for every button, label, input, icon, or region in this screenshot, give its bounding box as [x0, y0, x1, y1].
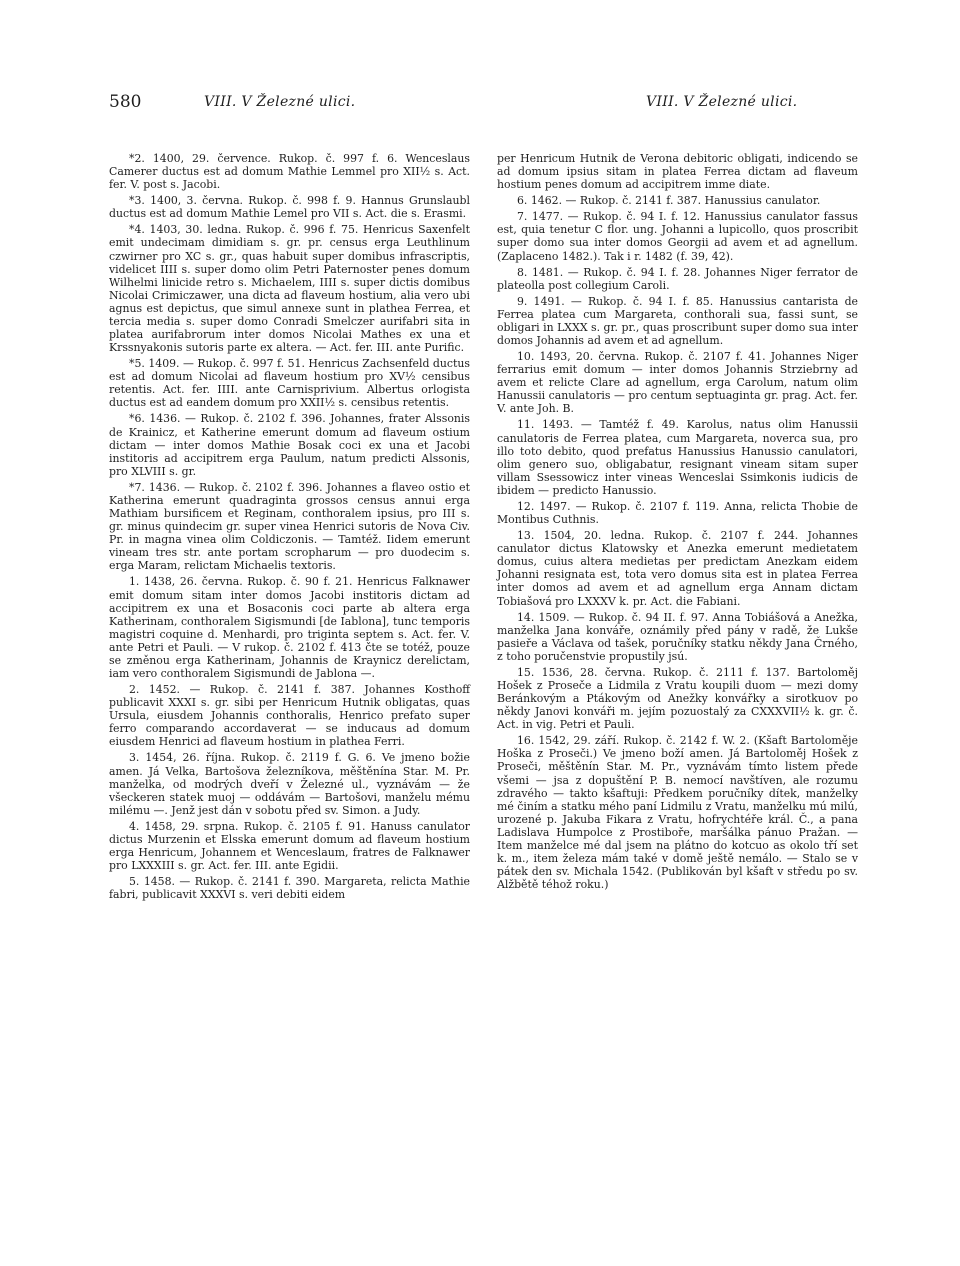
entry-15-1536: 15. 1536, 28. června. Rukop. č. 2111 f. 137. Bartoloměj Hošek z Proseče a Lidmila z Vratu koupili duom — mezi domy Beránkovým a Ptákovým od Anežky konvářky a sirotkuov po někdy Janovi konváři m. jejím pozuostalý za CXXXVII½ k. gr. č. Act. in vig. Petri et Pauli.	[497, 665, 858, 732]
entry-5: *5. 1409. — Rukop. č. 997 f. 51. Henricus Zachsenfeld ductus est ad domum Nicolai ad flaveum hostium pro XV½ censibus retentis. Act. fer. IIII. ante Carnisprivium. Albertus orlogista ductus est ad eandem domum pro XXII½ s. censibus retentis.	[109, 357, 470, 410]
entry-2-1452: 2. 1452. — Rukop. č. 2141 f. 387. Johannes Kosthoff publicavit XXXI s. gr. sibi per Henricum Hutnik obligatas, quas Ursula, eiusdem Johannis conthoralis, Henrico prefato super ferro comparando accordaverat — se inducaus ad domum eiusdem Henrici ad flaveum hostium in plathea Ferri.	[109, 683, 470, 749]
entry-7-1477: 7. 1477. — Rukop. č. 94 I. f. 12. Hanussius canulator fassus est, quia tenetur C flor. ung. Johanni a lupicollo, quos proscribit super domo sua inter domos Georgii ad avem et ad agnellum. (Zaplaceno 1482.). Tak i r. 1482 (f. 39, 42).	[497, 210, 858, 263]
page-header	[0, 88, 960, 118]
running-title-left: VIII. V Železné ulici.	[204, 94, 356, 110]
entry-4: *4. 1403, 30. ledna. Rukop. č. 996 f. 75. Henricus Saxenfelt emit undecimam dimidiam s. gr. pr. census erga Leuthlinum czwirner pro XC s. gr., quas habuit super domibus infrascriptis, videlicet IIII s. super domo olim Petri Paternoster penes domum Wilhelmi linicide retro s. Michaelem, IIII s. super dictis domibus Nicolai Crimiczawer, una dicta ad flaveum hostium, alia vero ubi agnus est depictus, que simul annexe sunt in plathea Ferrea, et tercia media s. super domo Conradi Smelczer aurifabri sita in platea aurifabrorum inter domos Nicolai Mathes ex una et Krssnyakonis sutoris parte ex altera. — Act. fer. III. ante Purific.	[109, 223, 470, 355]
entry-13-1504: 13. 1504, 20. ledna. Rukop. č. 2107 f. 244. Johannes canulator dictus Klatowsky et Anezka emerunt medietatem domus, cuius altera medietas per predictam Anezkam eidem Johanni resignata est, tota vero domus sita est in platea Ferrea inter domos ad avem et ad agnellum erga Annam dictam Tobiašová pro LXXXV k. pr. Act. die Fabiani.	[497, 529, 858, 608]
entry-11-1493: 11. 1493. — Tamtéž f. 49. Karolus, natus olim Hanussii canulatoris de Ferrea platea, cum Margareta, noverca sua, pro illo toto debito, quod prefatus Hanussius Hanussio canulatori, olim genero suo, obligabatur, resignant vineam sitam super villam Ssessowicz inter vineas Wenceslai Ssimkonis iudicis de ibidem — predicto Hanussio.	[497, 418, 858, 497]
entry-4-1458: 4. 1458, 29. srpna. Rukop. č. 2105 f. 91. Hanuss canulator dictus Murzenin et Elsska emerunt domum ad flaveum hostium erga Henricum, Johannem et Wenceslaum, fratres de Falknawer pro LXXXIII s. gr. Act. fer. III. ante Egidii.	[109, 819, 470, 873]
entry-3: *3. 1400, 3. června. Rukop. č. 998 f. 9. Hannus Grunslaubl ductus est ad domum Mathie Lemel pro VII s. Act. die s. Erasmi.	[109, 194, 470, 221]
entry-1-1438: 1. 1438, 26. června. Rukop. č. 90 f. 21. Henricus Falknawer emit domum sitam inter domos Jacobi institoris dictam ad accipitrem ex una et Bosaconis coci parte ab altera erga Katherinam, conthoralem Sigismundi [de Iablona], tunc temporis magistri coquine d. Menhardi, pro triginta septem s. Act. fer. V. ante Petri et Pauli. — V rukop. č. 2102 f. 413 čte se totéž, pouze se změnou erga Katherinam, Johannis de Kraynicz derelictam, iam vero conthoralem Sigismundi de Jablona —.	[109, 575, 470, 680]
entry-8-1481: 8. 1481. — Rukop. č. 94 I. f. 28. Johannes Niger ferrator de plateolla post collegium Caroli.	[497, 265, 858, 292]
entry-2: *2. 1400, 29. července. Rukop. č. 997 f. 6. Wenceslaus Camerer ductus est ad domum Mathie Lemmel pro XII½ s. Act. fer. V. post s. Jacobi.	[109, 152, 470, 192]
entry-7: *7. 1436. — Rukop. č. 2102 f. 396. Johannes a flaveo ostio et Katherina emerunt quadraginta grossos census annui erga Mathiam bursificem et Reginam, conthoralem ipsius, pro III s. gr. minus quindecim gr. super vinea Henrici sutoris de Nova Civ. Pr. in magna vinea olim Coldiczonis. — Tamtéž. Iidem emerunt vineam tres str. ante portam scropharum — pro duodecim s. erga Maram, relictam Michaelis textoris.	[109, 480, 470, 573]
entry-6: *6. 1436. — Rukop. č. 2102 f. 396. Johannes, frater Alssonis de Krainicz, et Katherine emerunt domum ad flaveum ostium dictam — inter domos Mathie Bosak coci ex una et Jacobi institoris ad accipitrem erga Paulum, natum predicti Alssonis, pro XLVIII s. gr.	[109, 412, 470, 478]
entry-5-1458: 5. 1458. — Rukop. č. 2141 f. 390. Margareta, relicta Mathie fabri, publicavit XXXVI s. veri debiti eidem	[109, 875, 470, 902]
entry-16-1542: 16. 1542, 29. září. Rukop. č. 2142 f. W. 2. (Kšaft Bartoloměje Hoška z Proseči.) Ve jmeno boží amen. Já Bartoloměj Hošek z Proseči, měštěnín Star. M. Pr., vyznávám tímto listem přede všemi — jsa z dopuštění P. B. nemocí navštíven, ale rozumu zdravého — takto kšaftuji: Předkem poručníky dítek, manželky mé činím a statku mého paní Lidmilu z Vratu, manželku mú milú, urozené p. Jakuba Fikara z Vratu, hofrychtéře král. Č., a pana Ladislava Humpolce z Prostiboře, maršálka pánuo Pražan. — Item manželce mé dal jsem na plátno do kotcuo as okolo tří set k. m., item železa mám také v domě ještě nemálo. — Stalo se v pátek den sv. Michala 1542. (Publikován byl kšaft v středu po sv. Alžbětě téhož roku.)	[497, 734, 858, 892]
entry-12-1497: 12. 1497. — Rukop. č. 2107 f. 119. Anna, relicta Thobie de Montibus Cuthnis.	[497, 499, 858, 527]
right-column	[497, 152, 858, 894]
entry-10-1493: 10. 1493, 20. června. Rukop. č. 2107 f. 41. Johannes Niger ferrarius emit domum — inter domos Johannis Strziebrny ad avem et relicte Clare ad agnellum, erga Carolum, natum olim Hanussii canulatoris — pro centum septuaginta gr. prag. Act. fer. V. ante Joh. B.	[497, 350, 858, 416]
running-title-right: VIII. V Železné ulici.	[646, 94, 798, 110]
page-number: 580	[109, 92, 142, 112]
entry-5-continued: per Henricum Hutnik de Verona debitoric obligati, indicendo se ad domum ipsius sitam in platea Ferrea dictam ad flaveum hostium penes domum ad accipitrem imme diate.	[497, 152, 858, 192]
entry-3-1454: 3. 1454, 26. října. Rukop. č. 2119 f. G. 6. Ve jmeno božie amen. Já Velka, Bartošova železníkova, měštěnína Star. M. Pr. manželka, od modrých dveří v Železné ul., vyznávám — že všeckeren statek muoj — oddávám — Bartošovi, manželu mému milému —. Jenž jest dán v sobotu před sv. Simon. a Judy.	[109, 751, 470, 817]
entry-9-1491: 9. 1491. — Rukop. č. 94 I. f. 85. Hanussius cantarista de Ferrea platea cum Margareta, conthorali sua, fassi sunt, se obligari in LXXX s. gr. pr., quas proscribunt super domo sua inter domos Johannis ad avem et ad agnellum.	[497, 294, 858, 348]
entry-14-1509: 14. 1509. — Rukop. č. 94 II. f. 97. Anna Tobiášová a Anežka, manželka Jana konváře, oznámily před pány v radě, že Lukše pasieře a Václava od tašek, poručníky statku někdy Jana Črného, z toho poručenstvie propustily jsú.	[497, 610, 858, 663]
entry-6-1462: 6. 1462. — Rukop. č. 2141 f. 387. Hanussius canulator.	[517, 194, 821, 208]
left-column	[109, 152, 470, 904]
